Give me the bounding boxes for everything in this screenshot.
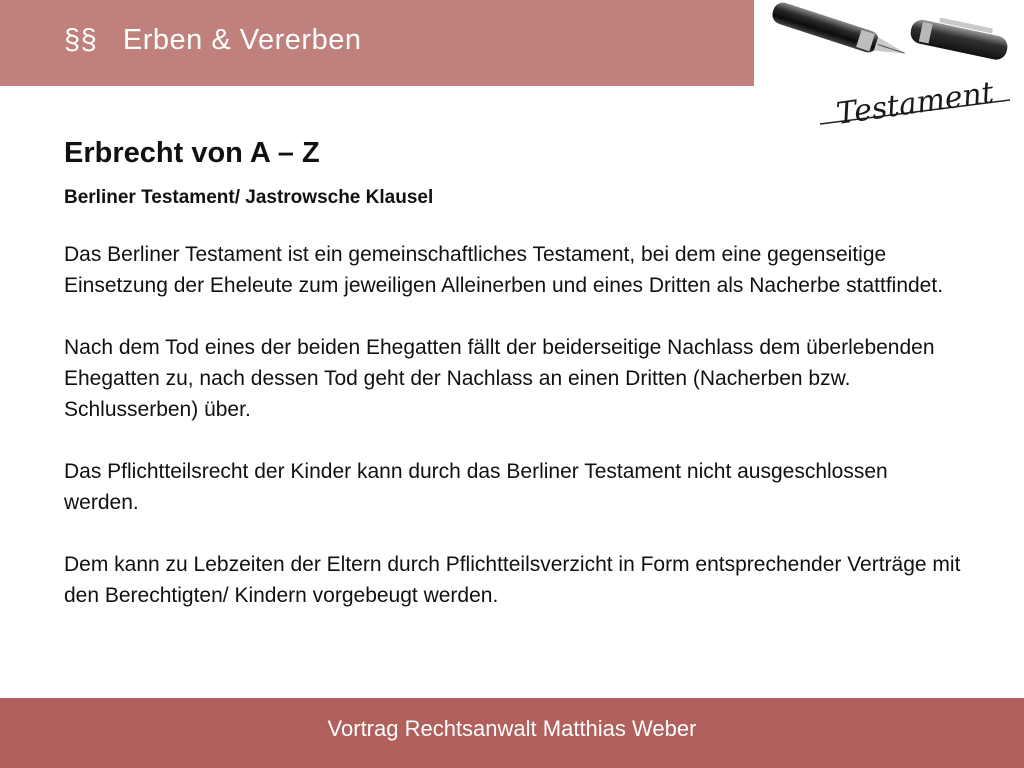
paragraph-3: Das Pflichtteilsrecht der Kinder kann durch das Berliner Testament nicht ausgeschlossen werden. (64, 460, 888, 514)
paragraph-1: Das Berliner Testament ist ein gemeinschaftliches Testament, bei dem eine gegenseitige Einsetzung der Eheleute zum jeweiligen Alleinerben und eines Dritten als Nacherbe stattfindet. (64, 243, 944, 297)
slide-subtitle: Berliner Testament/ Jastrowsche Klausel (64, 187, 434, 208)
paragraph-4: Dem kann zu Lebzeiten der Eltern durch Pflichtteilsverzicht in Form entsprechender Verträge mit den Berechtigten/ Kindern vorgebeugt werden. (64, 553, 961, 607)
pen-testament-image (760, 0, 1024, 140)
header-title: §§ Erben & Vererben (64, 24, 362, 56)
footer-text: Vortrag Rechtsanwalt Matthias Weber (327, 716, 697, 741)
paragraph-2: Nach dem Tod eines der beiden Ehegatten fällt der beiderseitige Nachlass dem überlebenden Ehegatten zu, nach dessen Tod geht der Nachlass an einen Dritten (Nacherben bzw. Schlusserben) über. (64, 336, 935, 421)
header-band (0, 0, 754, 86)
testament-lettering: Testament (834, 75, 996, 132)
slide-content (64, 134, 964, 611)
footer-band (0, 698, 1024, 768)
fountain-pen-icon (760, 0, 1024, 140)
slide-title: Erbrecht von A – Z (64, 137, 320, 169)
